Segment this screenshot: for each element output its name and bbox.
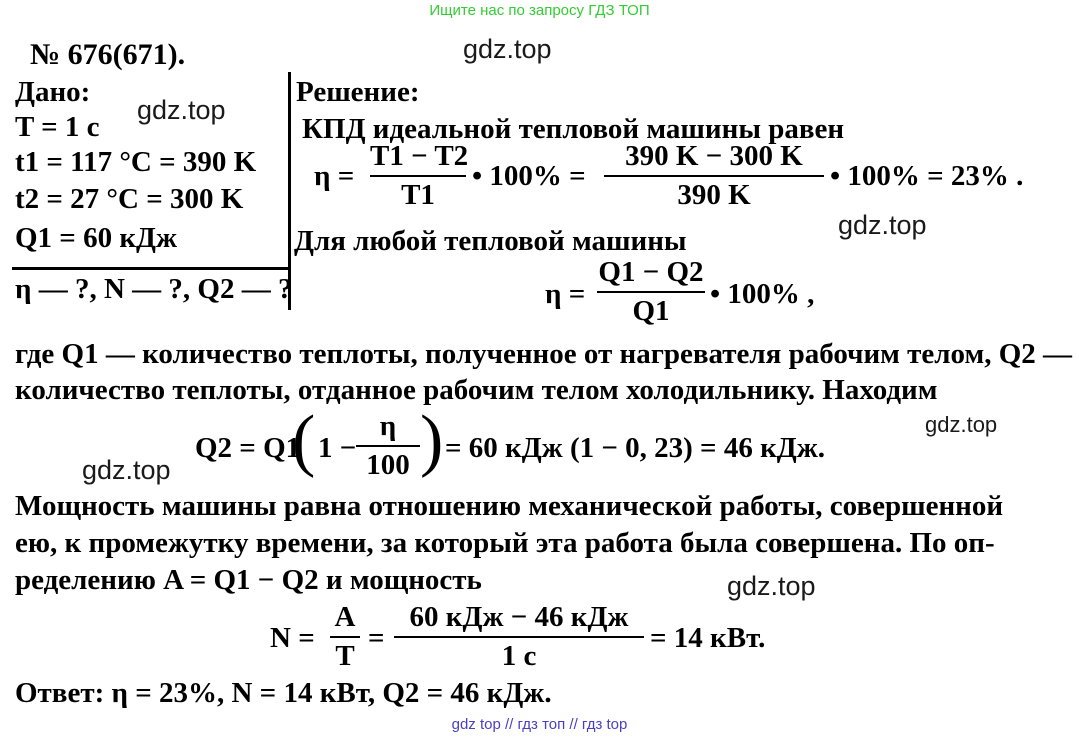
eq4-denominator-T: T [335, 640, 355, 672]
watermark: gdz.top [82, 455, 171, 485]
eq3-left: Q2 = Q1 [195, 432, 301, 464]
eq3-fraction [356, 410, 420, 482]
eq1-numerator: T1 − T2 [370, 140, 469, 172]
given-divider-horizontal [12, 267, 288, 270]
eq4-fraction-AT [330, 601, 360, 673]
fraction-bar [394, 636, 644, 638]
eq4-left: N = [270, 622, 315, 654]
eq2-denominator: Q1 [632, 295, 670, 327]
watermark: gdz.top [925, 412, 998, 437]
eq4-denominator-numeric: 1 c [501, 640, 537, 672]
eq1-left: η = [314, 160, 355, 192]
solution-line1: КПД идеальной тепловой машины равен [302, 113, 845, 145]
eq3-inner-left: 1 − [318, 432, 357, 464]
given-t2: t2 = 27 °C = 300 K [15, 183, 244, 215]
eq1-fraction-numeric [604, 140, 824, 212]
eq1-numerator-numeric: 390 K − 300 K [625, 140, 803, 172]
eq2-numerator: Q1 − Q2 [598, 256, 704, 288]
eq2-left: η = [545, 278, 586, 310]
eq1-denominator-numeric: 390 K [677, 179, 751, 211]
eq3-denominator: 100 [366, 449, 410, 481]
fraction-bar [330, 636, 360, 638]
solution-line2: Для любой тепловой машины [294, 225, 687, 257]
eq4-right: = 14 кВт. [650, 622, 766, 654]
fraction-bar [356, 445, 420, 447]
answer: Ответ: η = 23%, N = 14 кВт, Q2 = 46 кДж. [15, 677, 552, 709]
fraction-bar [604, 175, 824, 177]
eq4-numerator-numeric: 60 кДж − 46 кДж [409, 601, 629, 633]
watermark: gdz.top [838, 210, 927, 240]
paragraph-2-line-3: ределению A = Q1 − Q2 и мощность [15, 564, 482, 596]
eq1-right: • 100% = 23% . [830, 160, 1024, 192]
paragraph-1-line-1: где Q1 — количество теплоты, полученное от нагревателя рабочим телом, Q2 — [15, 338, 1073, 370]
paragraph-2-line-1: Мощность машины равна отношению механической работы, совершенной [15, 490, 1004, 522]
eq4-numerator-A: A [334, 601, 356, 633]
watermark: gdz.top [463, 34, 552, 64]
solution-label: Решение: [296, 76, 420, 108]
top-banner: Ищите нас по запросу ГДЗ ТОП [429, 2, 650, 19]
fraction-bar [370, 175, 466, 177]
eq2-right: • 100% , [710, 278, 815, 310]
given-find: η — ?, N — ?, Q2 — ? [15, 273, 293, 305]
eq1-mid: • 100% = [472, 160, 586, 192]
watermark: gdz.top [727, 571, 816, 601]
eq2-fraction [597, 256, 705, 328]
paragraph-1-line-2: количество теплоты, отданное рабочим телом холодильнику. Находим [15, 374, 938, 406]
given-Q1: Q1 = 60 кДж [15, 222, 178, 254]
given-T: T = 1 c [15, 111, 100, 143]
watermark: gdz.top [137, 95, 226, 125]
eq1-denominator: T1 [401, 179, 435, 211]
eq3-numerator: η [379, 410, 397, 442]
paragraph-2-line-2: ею, к промежутку времени, за который эта работа была совершена. По оп- [15, 527, 995, 559]
eq1-fraction-symbolic [370, 140, 469, 212]
left-parenthesis: ( [292, 402, 316, 479]
eq4-fraction-numeric [394, 601, 644, 673]
bottom-banner: gdz top // гдз топ // гдз top [451, 716, 628, 733]
fraction-bar [597, 291, 705, 293]
right-parenthesis: ) [420, 402, 444, 479]
eq3-right: = 60 кДж (1 − 0, 23) = 46 кДж. [445, 432, 826, 464]
given-label: Дано: [15, 76, 91, 108]
problem-number: № 676(671). [30, 38, 186, 71]
eq4-equals: = [368, 622, 385, 654]
given-t1: t1 = 117 °C = 390 K [15, 146, 257, 178]
